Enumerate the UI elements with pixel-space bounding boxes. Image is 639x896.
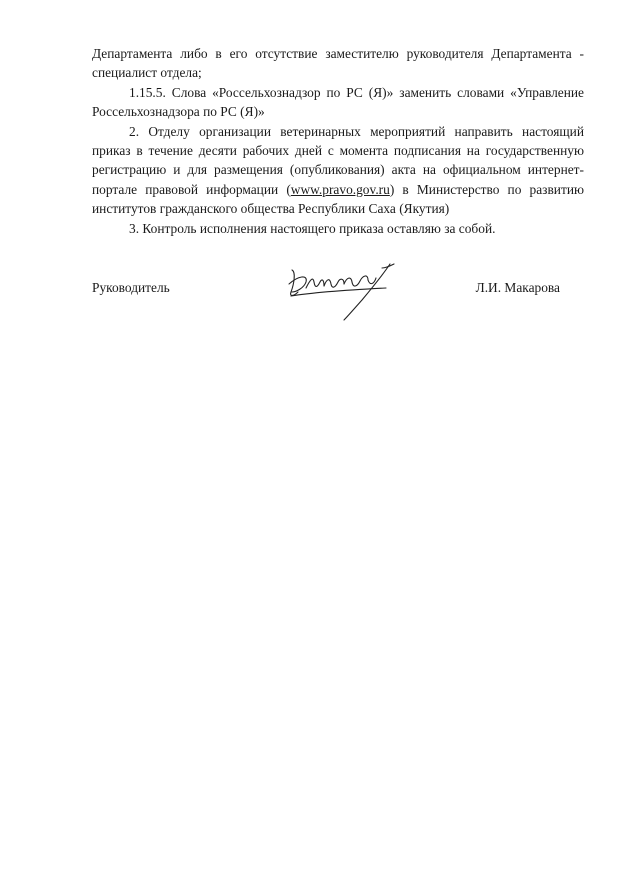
paragraph-1-15-5: 1.15.5. Слова «Россельхознадзор по РС (Я)» заменить словами «Управление Россельхознадзора по РС (Я)» bbox=[92, 84, 584, 120]
paragraph-2-text-before: 2. Отделу организации ветеринарных мероприятий направить настоящий приказ в течение десяти рабочих дней с момента подписания на государственную регистрацию и для размещения (опубликования) акта на официальном интернет-портале правовой информации ( bbox=[92, 123, 584, 197]
paragraph-2-text-after: ) в Министерство по развитию институтов гражданского общества Республики Саха (Якутия) bbox=[92, 181, 584, 217]
paragraph-3: 3. Контроль исполнения настоящего приказа оставляю за собой. bbox=[129, 220, 496, 236]
signatory-role: Руководитель bbox=[92, 280, 170, 295]
signatory-name: Л.И. Макарова bbox=[475, 280, 560, 295]
handwritten-signature bbox=[286, 262, 398, 322]
signature-block bbox=[92, 278, 584, 338]
pravo-link[interactable]: www.pravo.gov.ru bbox=[290, 181, 390, 197]
document-body bbox=[92, 44, 584, 238]
paragraph-2 bbox=[92, 122, 584, 219]
paragraph-continuation: Департамента либо в его отсутствие заместителю руководителя Департамента - специалист отдела; bbox=[92, 46, 584, 81]
